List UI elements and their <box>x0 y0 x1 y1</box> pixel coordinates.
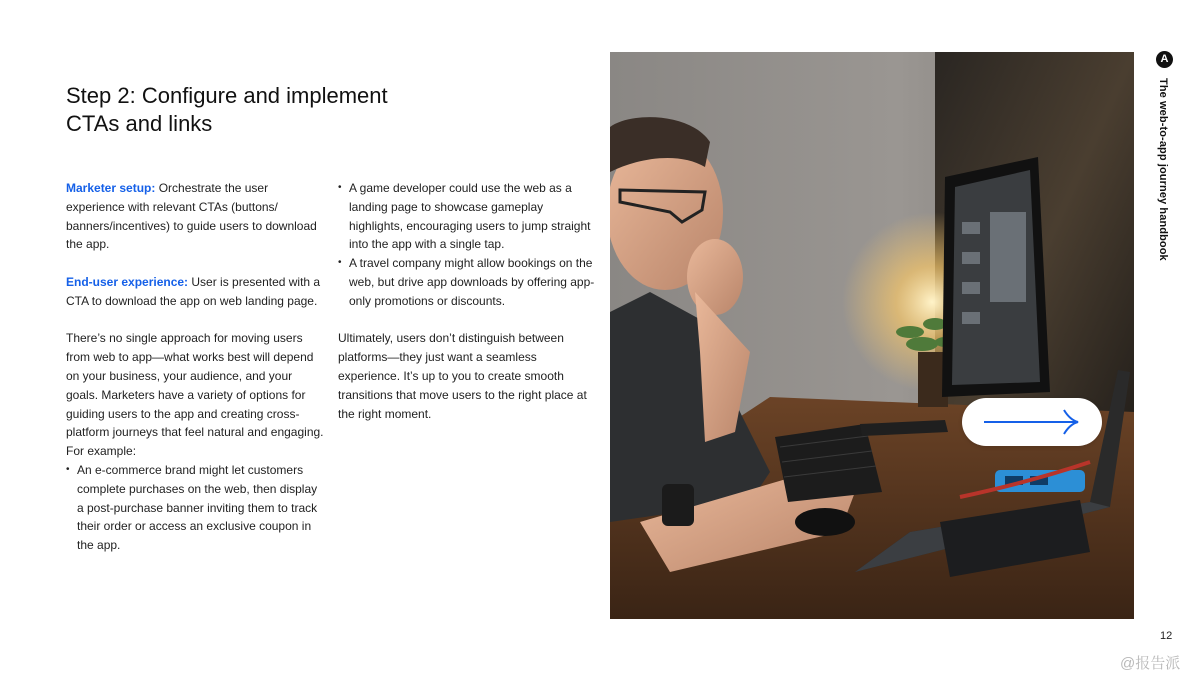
list-item: • A travel company might allow bookings on the web, but drive app downloads by offering app-only promotions or discounts. <box>338 254 600 310</box>
arrow-button <box>962 398 1102 446</box>
end-user-lead: End-user experience: <box>66 274 189 289</box>
example-list-left <box>66 461 326 555</box>
text-column-right <box>338 179 600 442</box>
handbook-title: The web-to-app journey handbook <box>1157 78 1169 261</box>
text-column-left <box>66 179 326 555</box>
end-user-paragraph <box>66 273 326 311</box>
list-item: • An e-commerce brand might let customers complete purchases on the web, then display a post-purchase banner inviting them to track their order or access an exclusive coupon in the app. <box>66 461 326 555</box>
marketer-setup-text: Orchestrate the user experience with relevant CTAs (buttons/ banners/incentives) to guide users to download the app. <box>66 181 317 252</box>
example-list-right <box>338 179 600 311</box>
page-number: 12 <box>1160 630 1173 642</box>
logo-icon: A <box>1156 51 1173 68</box>
intro-paragraph: There’s no single approach for moving users from web to app—what works best will depend on your business, your audience, and your goals. Marketers have a variety of options for guiding users to the app and creating cross-platform journeys that feel natural and engaging. For example: <box>66 331 324 459</box>
marketer-setup-lead: Marketer setup: <box>66 181 156 195</box>
page-title: Step 2: Configure and implement CTAs and links <box>66 83 388 136</box>
list-item: • A game developer could use the web as a landing page to showcase gameplay highlights, encouraging users to jump straight into the app with a single tap. <box>338 179 600 254</box>
hero-photo <box>610 52 1134 619</box>
end-user-text: User is presented with a CTA to download the app on web landing page. <box>66 274 321 308</box>
closing-paragraph: Ultimately, users don’t distinguish between platforms—they just want a seamless experience. It’s up to you to create smooth transitions that move users to the right place at the right moment. <box>338 331 587 421</box>
photo-illustration <box>610 52 1134 619</box>
arrow-right-icon <box>982 406 1082 438</box>
marketer-setup-paragraph <box>66 179 326 254</box>
watermark: @报告派 <box>1120 655 1181 672</box>
